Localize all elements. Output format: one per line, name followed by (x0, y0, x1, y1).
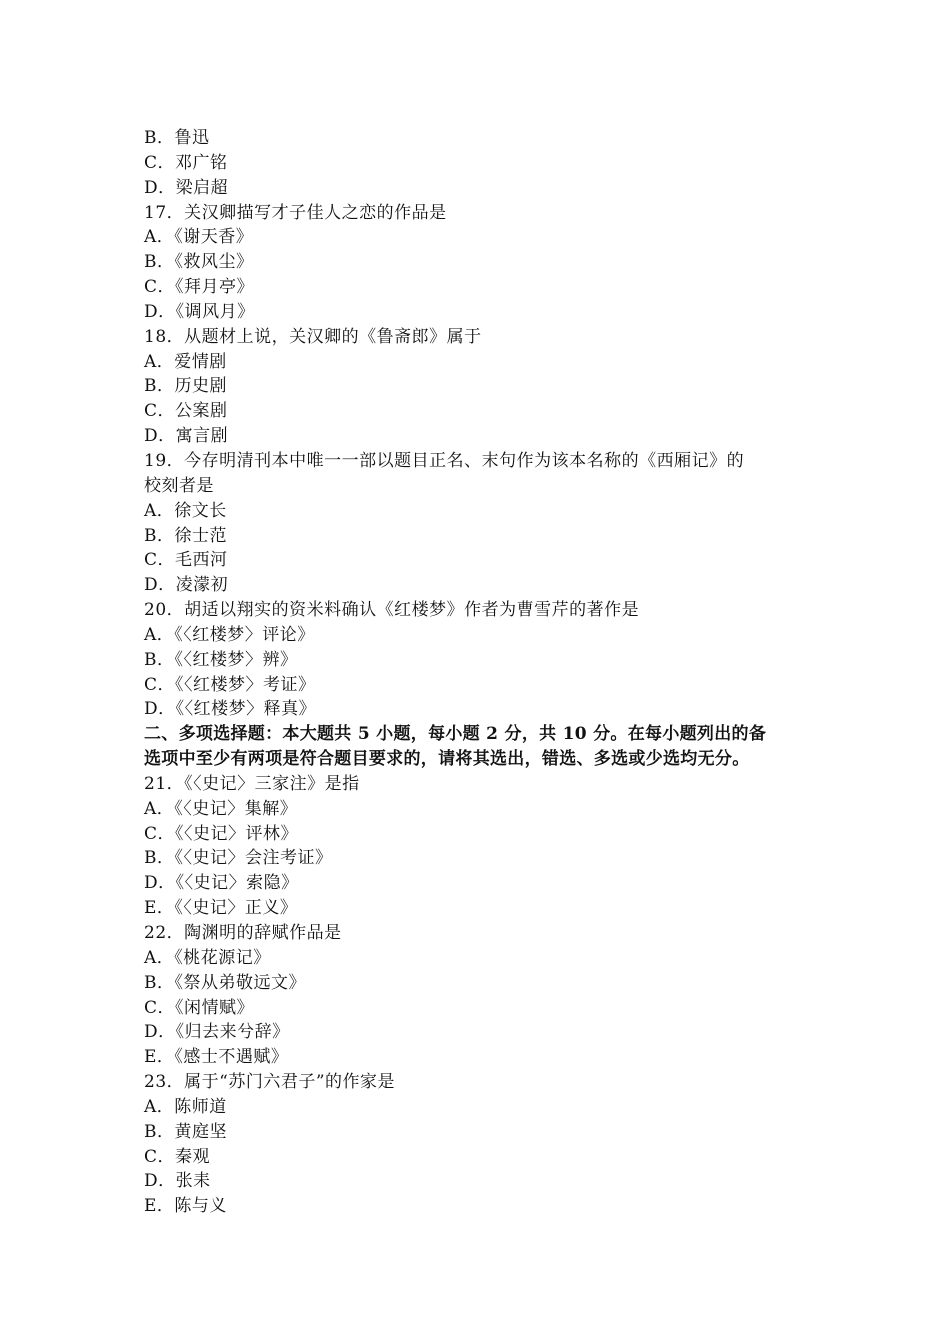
option-line: B．鲁迅 (144, 128, 210, 148)
question-19-continued: 校刻者是 (144, 475, 214, 496)
question-20: 20．胡适以翔实的资米料确认《红楼梦》作者为曹雪芹的著作是 (144, 600, 640, 621)
option-line: C．《〈红楼梦〉考证》 (144, 674, 316, 695)
option-line: B．《祭从弟敬远文》 (144, 972, 306, 993)
question-21: 21．《〈史记〉三家注》是指 (144, 773, 360, 794)
option-line: C．《闲情赋》 (144, 997, 255, 1018)
option-line: B．历史剧 (144, 376, 227, 397)
option-line: B．《救风尘》 (144, 252, 254, 273)
option-line: C．《拜月亭》 (144, 277, 255, 298)
option-line: C．秦观 (144, 1146, 211, 1167)
option-line: D．《〈史记〉索隐》 (144, 873, 299, 894)
section-heading: 二、多项选择题：本大题共 5 小题，每小题 2 分，共 10 分。在每小题列出的备 (144, 724, 767, 745)
question-23: 23．属于“苏门六君子”的作家是 (144, 1072, 396, 1093)
option-line: C．邓广铭 (144, 152, 228, 173)
option-line: B．黄庭坚 (144, 1121, 227, 1142)
option-line: E．《〈史记〉正义》 (144, 898, 298, 919)
option-line: A．陈师道 (144, 1096, 227, 1117)
option-line: A．《〈史记〉集解》 (144, 798, 298, 819)
option-line: A．《桃花源记》 (144, 947, 271, 968)
option-line: D．《归去来兮辞》 (144, 1022, 290, 1043)
option-line: E．陈与义 (144, 1196, 227, 1217)
option-line: B．《〈史记〉会注考证》 (144, 848, 333, 869)
question-17: 17．关汉卿描写才子佳人之恋的作品是 (144, 202, 447, 223)
option-line: C．公案剧 (144, 401, 228, 422)
option-line: E．《感士不遇赋》 (144, 1047, 289, 1068)
option-line: A．《谢天香》 (144, 227, 254, 248)
option-line: D．寓言剧 (144, 426, 229, 447)
option-line: D．梁启超 (144, 177, 229, 198)
question-22: 22．陶渊明的辞赋作品是 (144, 923, 342, 943)
document-page (144, 126, 824, 1219)
option-line: A．《〈红楼梦〉评论》 (144, 624, 315, 645)
option-line: D．凌濛初 (144, 575, 229, 596)
option-line: B．徐士范 (144, 525, 227, 546)
option-line: B．《〈红楼梦〉辨》 (144, 649, 298, 670)
option-line: A．徐文长 (144, 500, 227, 521)
option-line: D．张耒 (144, 1171, 211, 1192)
option-line: C．《〈史记〉评林》 (144, 823, 299, 844)
question-18: 18．从题材上说，关汉卿的《鲁斋郎》属于 (144, 326, 482, 347)
option-line: D．《〈红楼梦〉释真》 (144, 699, 317, 720)
option-line: A．爱情剧 (144, 351, 227, 372)
option-line: C．毛西河 (144, 550, 228, 571)
section-heading-continued: 选项中至少有两项是符合题目要求的，请将其选出，错选、多选或少选均无分。 (144, 749, 750, 770)
option-line: D．《调风月》 (144, 301, 255, 322)
question-19: 19．今存明清刊本中唯一一部以题目正名、末句作为该本名称的《西厢记》的 (144, 450, 745, 471)
